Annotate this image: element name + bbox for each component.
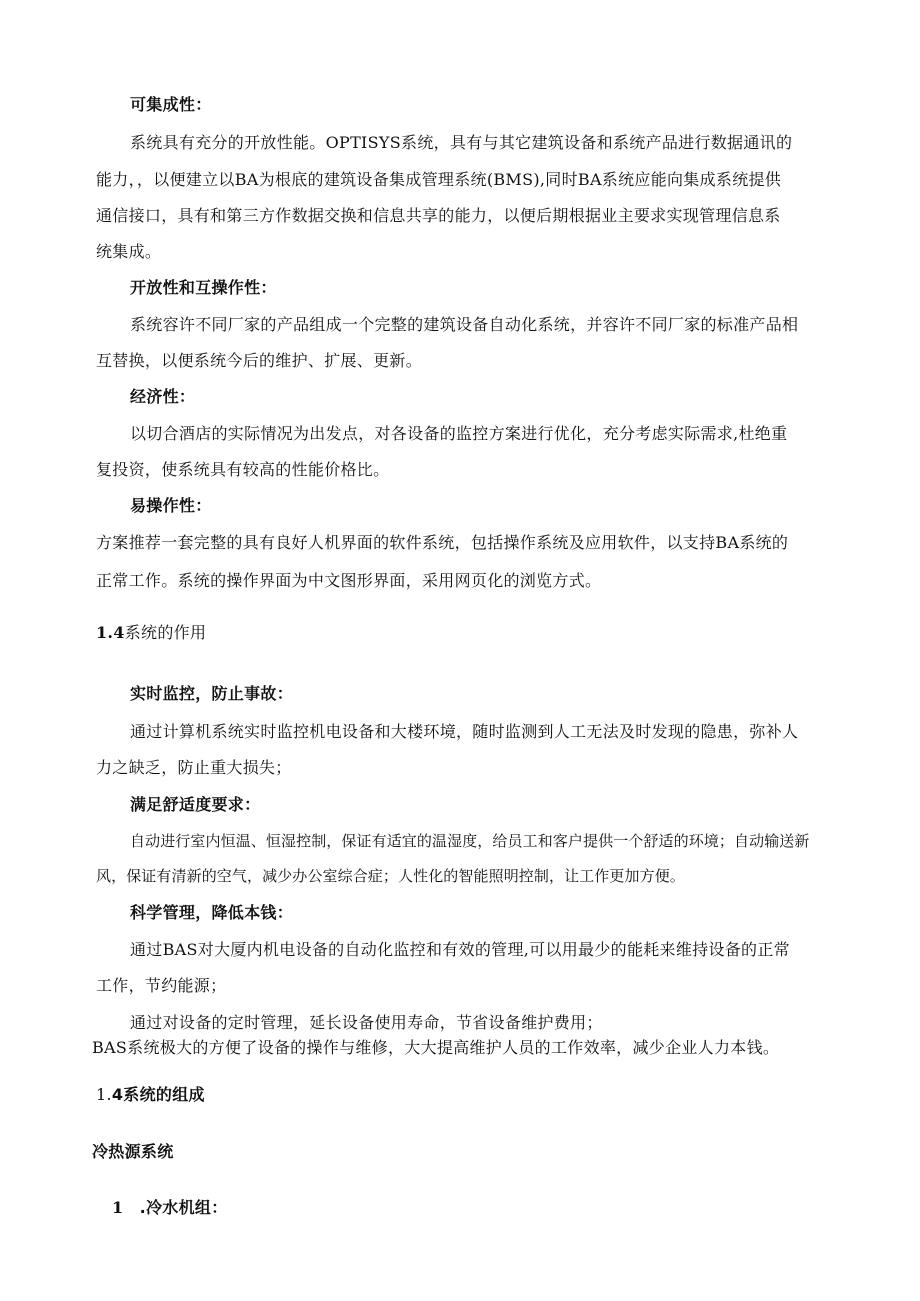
paragraph-line: BAS系统极大的方便了设备的操作与维修，大大提高维护人员的工作效率，减少企业人力本钱。 xyxy=(92,1038,780,1057)
paragraph-line: 力之缺乏，防止重大损失； xyxy=(96,758,292,777)
heading-hvac-system: 冷热源系统 xyxy=(92,1142,174,1161)
paragraph-line: 通过BAS对大厦内机电设备的自动化监控和有效的管理,可以用最少的能耗来维持设备的正常 xyxy=(130,940,790,959)
paragraph-line: 通过对设备的定时管理，延长设备使用寿命，节省设备维护费用； xyxy=(130,1013,603,1032)
paragraph-line: 系统具有充分的开放性能。OPTISYS系统，具有与其它建筑设备和系统产品进行数据通讯的 xyxy=(130,133,793,152)
section-title: 4系统的组成 xyxy=(111,1085,205,1104)
paragraph-line: 正常工作。系统的操作界面为中文图形界面，采用网页化的浏览方式。 xyxy=(96,571,602,590)
paragraph-line: 方案推荐一套完整的具有良好人机界面的软件系统，包括操作系统及应用软件，以支持BA系统的 xyxy=(96,533,789,552)
heading-comfort: 满足舒适度要求： xyxy=(130,795,261,814)
section-number: 1. xyxy=(96,1085,112,1104)
section-number: 1.4 xyxy=(96,623,125,642)
paragraph-line: 互替换，以便系统今后的维护、扩展、更新。 xyxy=(96,351,423,370)
item-title: .冷水机组： xyxy=(139,1198,228,1217)
paragraph-line: 以切合酒店的实际情况为出发点，对各设备的监控方案进行优化，充分考虑实际需求,杜绝重 xyxy=(130,424,788,443)
paragraph-line: 能力，，以便建立以BA为根底的建筑设备集成管理系统(BMS),同时BA系统应能向集成系统提供 xyxy=(96,170,782,189)
heading-chiller xyxy=(112,1198,228,1218)
paragraph-line: 风，保证有清新的空气，减少办公室综合症；人性化的智能照明控制，让工作更加方便。 xyxy=(96,867,685,885)
paragraph-line: 系统容许不同厂家的产品组成一个完整的建筑设备自动化系统，并容许不同厂家的标准产品相 xyxy=(130,315,799,334)
heading-usability: 易操作性： xyxy=(130,496,212,515)
heading-integrability: 可集成性： xyxy=(130,95,212,114)
paragraph-line: 复投资，使系统具有较高的性能价格比。 xyxy=(96,460,390,479)
heading-monitoring: 实时监控，防止事故： xyxy=(130,684,294,703)
heading-management: 科学管理，降低本钱： xyxy=(130,903,294,922)
section-heading-role xyxy=(96,623,206,643)
section-title: 系统的作用 xyxy=(124,623,207,642)
section-heading-composition xyxy=(96,1085,205,1105)
item-number: 1 xyxy=(112,1198,124,1217)
paragraph-line: 统集成。 xyxy=(96,242,162,261)
paragraph-line: 通过计算机系统实时监控机电设备和大楼环境，随时监测到人工无法及时发现的隐患，弥补人 xyxy=(130,722,799,741)
paragraph-line: 工作，节约能源； xyxy=(96,976,227,995)
heading-economy: 经济性： xyxy=(130,387,196,406)
paragraph-line: 自动进行室内恒温、恒湿控制，保证有适宜的温湿度，给员工和客户提供一个舒适的环境；自动输送新 xyxy=(130,832,810,850)
heading-openness: 开放性和互操作性： xyxy=(130,278,277,297)
paragraph-line: 通信接口，具有和第三方作数据交换和信息共享的能力，以便后期根据业主要求实现管理信息系 xyxy=(96,206,781,225)
